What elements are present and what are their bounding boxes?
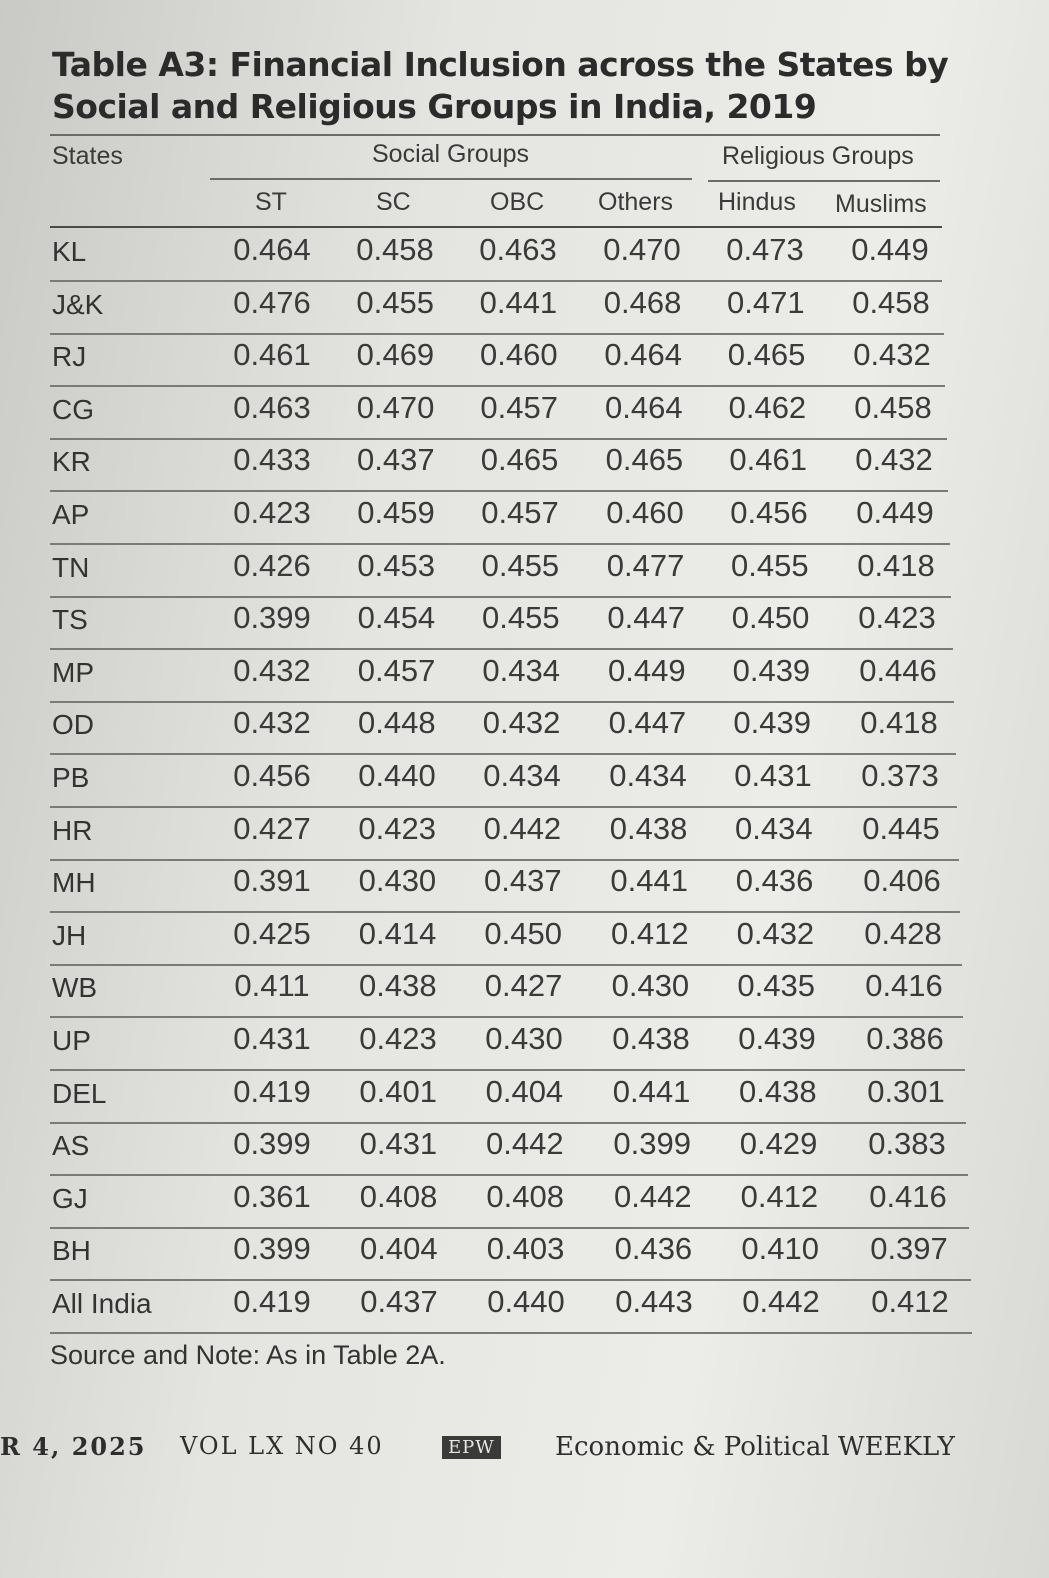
table-title: Table A3: Financial Inclusion across the States by Social and Religious Groups in India, 2019 (52, 45, 949, 126)
cell-muslims: 0.416 (865, 968, 943, 1004)
cell-hindus: 0.435 (737, 968, 815, 1004)
cell-st: 0.464 (233, 232, 311, 267)
cell-muslims: 0.406 (863, 863, 941, 899)
col-header-sc: SC (376, 188, 411, 216)
cell-hindus: 0.434 (735, 810, 813, 846)
cell-obc: 0.455 (481, 547, 560, 583)
cell-others: 0.465 (605, 442, 684, 478)
cell-sc: 0.470 (356, 389, 435, 425)
table-row (50, 754, 957, 808)
religious-groups-rule (708, 180, 940, 182)
table-row (50, 964, 963, 1018)
state-name: KL (52, 236, 87, 267)
state-name: OD (52, 709, 94, 741)
table-row (50, 438, 948, 492)
cell-hindus: 0.439 (732, 652, 811, 688)
cell-sc: 0.414 (358, 915, 437, 951)
cell-obc: 0.450 (484, 915, 562, 951)
cell-obc: 0.457 (480, 389, 558, 425)
table-row (50, 228, 942, 282)
cell-hindus: 0.439 (738, 1021, 816, 1056)
cell-others: 0.443 (615, 1284, 693, 1319)
state-name: RJ (52, 341, 87, 373)
cell-obc: 0.457 (481, 495, 559, 530)
cell-sc: 0.448 (358, 705, 436, 741)
state-name: AP (52, 499, 90, 530)
cell-muslims: 0.449 (851, 232, 929, 267)
state-name: GJ (52, 1182, 88, 1214)
table-row (50, 1070, 966, 1124)
state-name: HR (52, 814, 93, 846)
cell-hindus: 0.412 (740, 1178, 819, 1214)
footer-date: R 4, 2025 (0, 1432, 147, 1461)
cell-others: 0.438 (609, 810, 688, 846)
cell-others: 0.464 (605, 389, 683, 425)
cell-hindus: 0.439 (733, 705, 811, 741)
cell-muslims: 0.423 (858, 600, 936, 636)
cell-obc: 0.463 (479, 232, 557, 267)
cell-obc: 0.430 (485, 1021, 563, 1056)
cell-sc: 0.440 (358, 758, 436, 793)
cell-sc: 0.423 (358, 810, 436, 846)
cell-hindus: 0.436 (735, 863, 814, 899)
cell-obc: 0.441 (479, 284, 558, 320)
epw-logo: EPW (442, 1436, 501, 1459)
cell-muslims: 0.458 (852, 284, 930, 320)
col-header-others: Others (598, 188, 674, 216)
cell-obc: 0.460 (480, 337, 558, 373)
cell-sc: 0.453 (357, 547, 435, 583)
cell-st: 0.476 (233, 284, 311, 320)
cell-others: 0.399 (613, 1126, 691, 1162)
table-row (50, 649, 954, 703)
cell-st: 0.432 (233, 652, 311, 688)
cell-others: 0.436 (614, 1231, 693, 1267)
cell-sc: 0.469 (356, 337, 435, 373)
header-social-groups: Social Groups (372, 140, 530, 168)
table-row (50, 1227, 971, 1281)
cell-muslims: 0.383 (868, 1126, 946, 1162)
state-name: DEL (52, 1077, 107, 1109)
state-name: AS (52, 1130, 90, 1162)
social-groups-rule (210, 178, 692, 180)
cell-st: 0.423 (233, 495, 311, 530)
cell-obc: 0.434 (483, 758, 561, 793)
cell-obc: 0.434 (482, 652, 560, 688)
state-name: KR (52, 446, 91, 478)
cell-sc: 0.404 (360, 1231, 438, 1267)
cell-st: 0.427 (233, 810, 311, 846)
state-name: PB (52, 762, 90, 793)
cell-sc: 0.457 (357, 652, 436, 688)
table-row (50, 1175, 969, 1229)
cell-others: 0.438 (612, 1021, 690, 1056)
cell-obc: 0.432 (482, 705, 561, 741)
footer-volume: VOL LX NO 40 (180, 1432, 384, 1460)
cell-others: 0.460 (606, 495, 684, 530)
cell-obc: 0.437 (484, 863, 562, 899)
cell-obc: 0.404 (485, 1073, 564, 1109)
cell-others: 0.441 (612, 1073, 691, 1109)
cell-sc: 0.454 (357, 600, 436, 636)
cell-sc: 0.437 (360, 1284, 438, 1319)
cell-hindus: 0.455 (731, 547, 809, 583)
cell-hindus: 0.465 (727, 337, 806, 373)
cell-st: 0.399 (233, 1231, 311, 1267)
cell-st: 0.399 (233, 600, 311, 636)
cell-sc: 0.430 (358, 863, 437, 899)
cell-muslims: 0.412 (871, 1284, 949, 1319)
table-row (50, 281, 944, 335)
cell-hindus: 0.456 (730, 495, 808, 530)
col-header-obc: OBC (490, 188, 545, 216)
table-row (50, 701, 956, 755)
table-row (50, 1122, 968, 1176)
row-rule (50, 1332, 972, 1334)
table-row (50, 1017, 965, 1071)
cell-st: 0.461 (233, 337, 311, 373)
cell-muslims: 0.416 (869, 1178, 947, 1214)
cell-others: 0.464 (604, 337, 682, 373)
col-header-hindus: Hindus (718, 188, 796, 216)
state-name: TS (52, 604, 88, 636)
cell-st: 0.463 (233, 389, 311, 425)
header-religious-groups: Religious Groups (722, 142, 914, 170)
cell-muslims: 0.445 (862, 810, 940, 846)
state-name: MH (52, 867, 96, 899)
cell-obc: 0.403 (486, 1231, 565, 1267)
cell-others: 0.430 (611, 968, 690, 1004)
col-header-muslims: Muslims (835, 190, 927, 218)
state-name: WB (52, 972, 98, 1004)
cell-hindus: 0.429 (739, 1126, 818, 1162)
cell-hindus: 0.473 (726, 232, 804, 267)
cell-st: 0.411 (234, 968, 310, 1004)
cell-others: 0.449 (608, 652, 686, 688)
cell-others: 0.442 (614, 1178, 692, 1214)
cell-others: 0.477 (606, 547, 685, 583)
cell-muslims: 0.373 (861, 758, 939, 793)
cell-st: 0.399 (233, 1126, 311, 1162)
cell-sc: 0.438 (359, 968, 437, 1004)
cell-others: 0.470 (603, 232, 681, 267)
cell-sc: 0.401 (359, 1073, 437, 1109)
cell-st: 0.426 (233, 547, 311, 583)
cell-sc: 0.455 (356, 284, 434, 320)
cell-st: 0.432 (233, 705, 311, 741)
cell-obc: 0.442 (486, 1126, 564, 1162)
title-rule (50, 134, 940, 136)
table-row (50, 912, 962, 966)
cell-hindus: 0.471 (727, 284, 805, 320)
cell-obc: 0.455 (482, 600, 560, 636)
cell-st: 0.419 (233, 1073, 311, 1109)
cell-st: 0.433 (233, 442, 311, 478)
cell-obc: 0.440 (487, 1284, 565, 1319)
cell-muslims: 0.428 (864, 915, 942, 951)
state-name: J&K (52, 288, 104, 320)
cell-st: 0.425 (233, 915, 311, 951)
cell-sc: 0.437 (357, 442, 435, 478)
table-row (50, 333, 945, 387)
state-name: CG (52, 393, 94, 425)
cell-muslims: 0.418 (857, 547, 935, 583)
cell-hindus: 0.462 (728, 389, 807, 425)
cell-others: 0.434 (609, 758, 687, 793)
cell-muslims: 0.397 (870, 1231, 948, 1267)
table-row (50, 807, 959, 861)
cell-muslims: 0.386 (866, 1021, 944, 1056)
cell-muslims: 0.418 (860, 705, 938, 741)
cell-st: 0.391 (233, 863, 311, 899)
table-row (50, 491, 950, 545)
cell-others: 0.412 (611, 915, 689, 951)
table-row (50, 386, 947, 440)
state-name: MP (52, 656, 94, 688)
cell-hindus: 0.410 (741, 1231, 819, 1267)
cell-hindus: 0.461 (729, 442, 807, 478)
source-note: Source and Note: As in Table 2A. (50, 1340, 446, 1370)
cell-others: 0.447 (607, 600, 685, 636)
cell-muslims: 0.432 (853, 337, 931, 373)
table-row (50, 544, 951, 598)
state-name: TN (52, 551, 90, 583)
cell-sc: 0.423 (359, 1021, 437, 1056)
state-name: BH (52, 1235, 91, 1267)
table-row (50, 1280, 972, 1334)
table-row (50, 596, 953, 650)
cell-hindus: 0.442 (742, 1284, 820, 1319)
cell-hindus: 0.450 (731, 600, 810, 636)
cell-obc: 0.442 (483, 810, 562, 846)
table-row (50, 859, 960, 913)
cell-others: 0.468 (603, 284, 682, 320)
cell-obc: 0.465 (480, 442, 559, 478)
cell-hindus: 0.432 (736, 915, 815, 951)
cell-muslims: 0.458 (854, 389, 932, 425)
cell-sc: 0.458 (356, 232, 434, 267)
cell-others: 0.447 (608, 705, 687, 741)
state-name: All India (52, 1288, 152, 1319)
cell-hindus: 0.438 (739, 1073, 817, 1109)
cell-sc: 0.459 (357, 495, 435, 530)
cell-st: 0.456 (233, 758, 311, 793)
cell-sc: 0.408 (359, 1178, 438, 1214)
cell-muslims: 0.449 (856, 495, 934, 530)
cell-st: 0.419 (233, 1284, 311, 1319)
cell-obc: 0.408 (486, 1178, 564, 1214)
col-header-st: ST (255, 188, 287, 216)
cell-st: 0.361 (233, 1178, 311, 1214)
footer-magazine: Economic & Political WEEKLY (555, 1432, 955, 1462)
cell-muslims: 0.301 (867, 1073, 945, 1109)
cell-muslims: 0.432 (855, 442, 933, 478)
cell-st: 0.431 (233, 1021, 311, 1056)
page-footer (0, 1432, 1049, 1472)
cell-hindus: 0.431 (734, 758, 812, 793)
state-name: UP (52, 1025, 91, 1056)
state-name: JH (52, 919, 87, 951)
cell-sc: 0.431 (359, 1126, 438, 1162)
cell-obc: 0.427 (484, 968, 563, 1004)
cell-others: 0.441 (610, 863, 688, 899)
cell-muslims: 0.446 (859, 652, 937, 688)
header-states: States (52, 142, 123, 170)
